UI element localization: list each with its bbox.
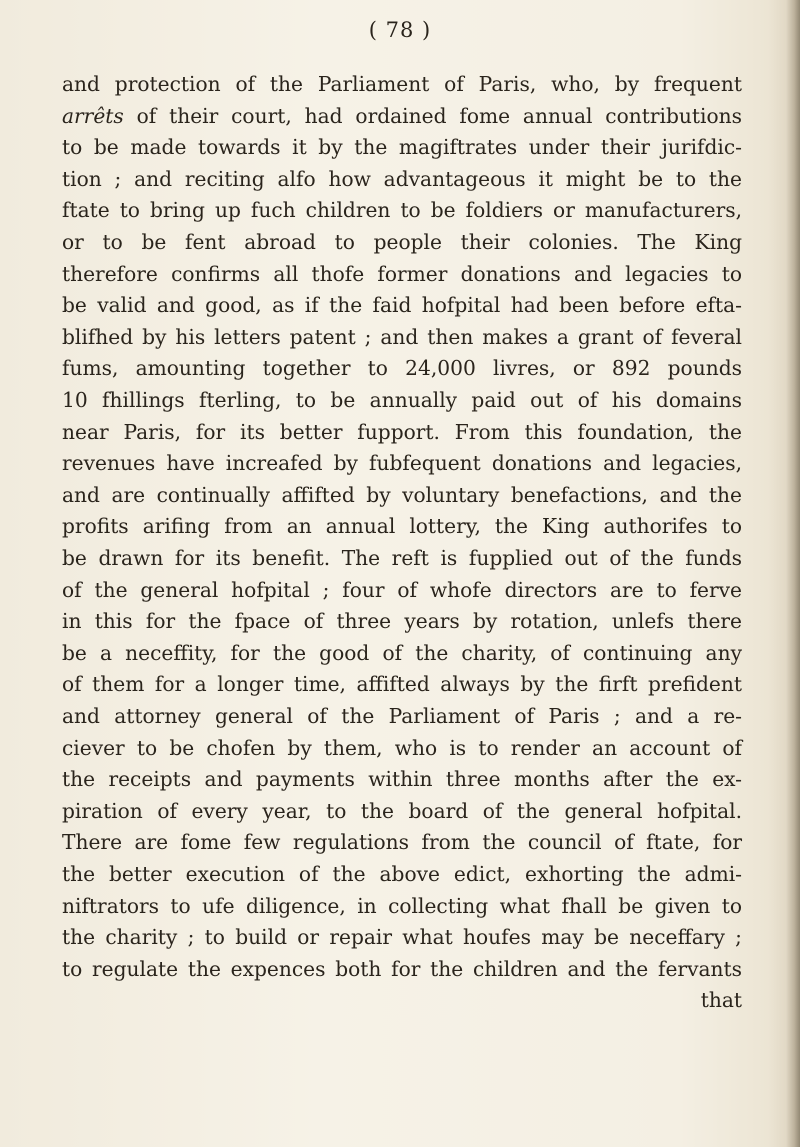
text-line: in this for the fpace of three years by rotation, unlefs there (62, 609, 742, 634)
italic-word: arrêts (62, 103, 124, 128)
text-line: 10 fhillings fterling, to be annually paid out of his domains (62, 388, 742, 412)
text-line: ftate to bring up fuch children to be foldiers or manufacturers, (62, 198, 742, 223)
text-line: and attorney general of the Parliament of Paris ; and a re- (62, 704, 742, 728)
page-number: ( 78 ) (368, 18, 432, 42)
page-edge-shadow (786, 0, 800, 1147)
text-line: niftrators to ufe diligence, in collecting what fhall be given to (62, 893, 742, 918)
text-line: the better execution of the above edict, exhorting the admi- (62, 862, 742, 886)
text-line: the charity ; to build or repair what houfes may be neceffary ; (62, 925, 742, 950)
text-line: tion ; and reciting alfo how advantageous it might be to the (62, 166, 742, 191)
text-line: therefore confirms all thofe former donations and legacies to (62, 261, 742, 286)
text-line: There are fome few regulations from the council of ftate, for (62, 830, 742, 855)
text-line: and protection of the Parliament of Paris, who, by frequent (62, 72, 742, 96)
text-line: or to be fent abroad to people their colonies. The King (62, 230, 742, 254)
text-line: of the general hofpital ; four of whofe directors are to ferve (62, 577, 742, 602)
text-line: the receipts and payments within three months after the ex- (62, 767, 742, 792)
catchword: that (700, 988, 742, 1013)
text-line: fums, amounting together to 24,000 livres, or 892 pounds (62, 356, 742, 381)
text-line: ciever to be chofen by them, who is to render an account of (62, 735, 742, 760)
text-line: revenues have increafed by fubfequent donations and legacies, (62, 451, 742, 476)
text-line: be a neceffity, for the good of the charity, of continuing any (62, 640, 742, 665)
text-line: arrêts of their court, had ordained fome annual contributions (62, 103, 742, 128)
text-line: be valid and good, as if the faid hofpital had been before efta- (62, 293, 742, 318)
text-line: be drawn for its benefit. The reft is fupplied out of the funds (62, 546, 742, 570)
text-line: and are continually affifted by voluntary benefactions, and the (62, 482, 742, 507)
text-line: to be made towards it by the magiftrates under their jurifdic- (62, 135, 742, 160)
text-line: blifhed by his letters patent ; and then makes a grant of feveral (62, 324, 742, 349)
text-line: piration of every year, to the board of the general hofpital. (62, 798, 742, 823)
text-line: to regulate the expences both for the children and the fervants (62, 956, 742, 981)
text-line: of them for a longer time, affifted always by the firft prefident (62, 672, 742, 697)
text-line: near Paris, for its better fupport. From this foundation, the (62, 419, 742, 444)
text-line: profits arifing from an annual lottery, the King authorifes to (62, 514, 742, 539)
